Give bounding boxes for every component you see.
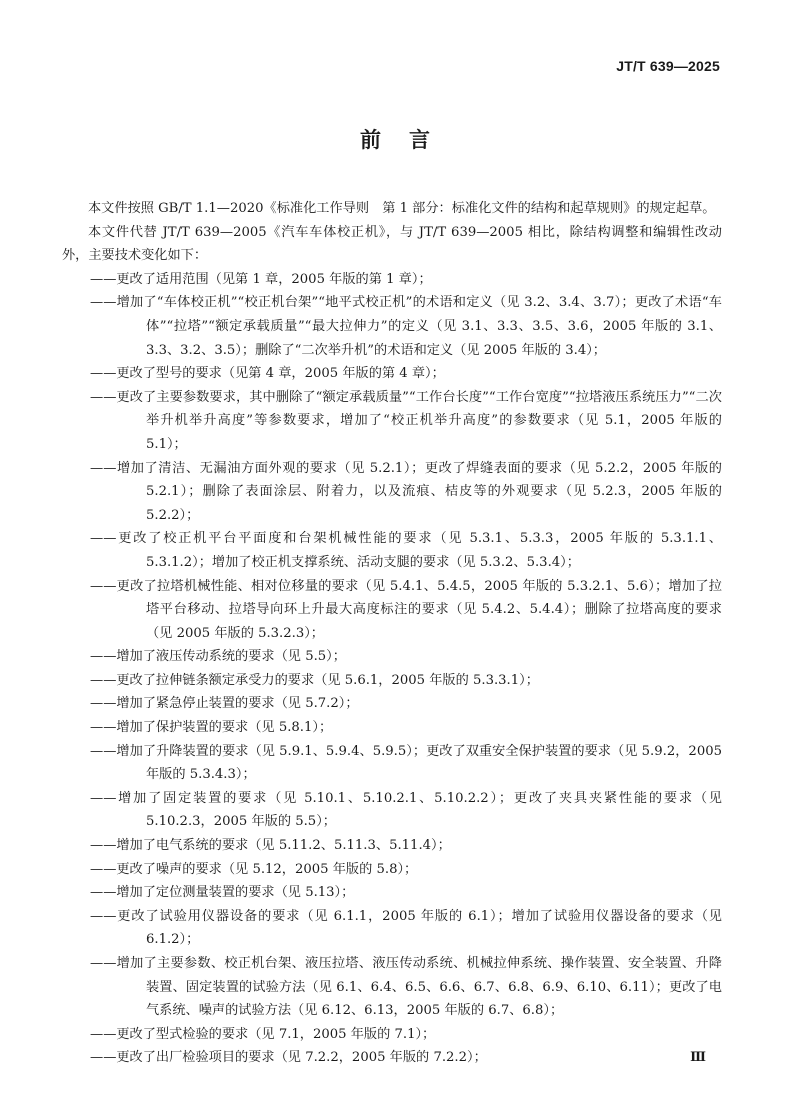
list-item: ——增加了定位测量装置的要求（见 5.13）；: [90, 885, 355, 901]
list-item: ——更改了噪声的要求（见 5.12，2005 年版的 5.8）；: [90, 861, 418, 877]
list-item: ——更改了型式检验的要求（见 7.1，2005 年版的 7.1）；: [90, 1026, 436, 1042]
page-number: Ⅲ: [690, 1050, 706, 1065]
list-item: ——增加了“车体校正机”“校正机台架”“地平式校正机”的术语和定义（见 3.2、3.4、3.7）；更改了术语“车体”“拉塔”“额定承载质量”“最大拉伸力”的定义（见 3.1、3.3、3.5、3.6，2005 年版的 3.1、3.3、3.2、3.5）；删除了“二次举升机”的术语和定义（见 2005 年版的 3.4）；: [90, 295, 722, 358]
standard-code: JT/T 639—2025: [616, 58, 720, 74]
page-title: 前言: [360, 128, 458, 152]
document-body: [62, 197, 722, 1070]
list-item: ——更改了适用范围（见第 1 章，2005 年版的第 1 章）；: [90, 271, 432, 287]
list-item: ——更改了出厂检验项目的要求（见 7.2.2，2005 年版的 7.2.2）；: [90, 1050, 487, 1066]
list-item: ——更改了拉塔机械性能、相对位移量的要求（见 5.4.1、5.4.5，2005 年版的 5.3.2.1、5.6）；增加了拉塔平台移动、拉塔导向环上升最大高度标注的要求（见 5.4.2、5.4.4）；删除了拉塔高度的要求（见 2005 年版的 5.3.2.3）；: [90, 578, 722, 641]
list-item: ——增加了固定装置的要求（见 5.10.1、5.10.2.1、5.10.2.2）；更改了夹具夹紧性能的要求（见 5.10.2.3，2005 年版的 5.5）；: [90, 790, 722, 830]
list-item: ——增加了升降装置的要求（见 5.9.1、5.9.4、5.9.5）；更改了双重安全保护装置的要求（见 5.9.2，2005 年版的 5.3.4.3）；: [90, 743, 722, 783]
paragraph-replacement: 本文件代替 JT/T 639—2005《汽车车体校正机》，与 JT/T 639—2005 相比，除结构调整和编辑性改动外，主要技术变化如下：: [62, 224, 722, 264]
list-item: ——增加了电气系统的要求（见 5.11.2、5.11.3、5.11.4）；: [90, 838, 451, 854]
list-item: ——增加了液压传动系统的要求（见 5.5）；: [90, 649, 346, 665]
list-item: ——增加了紧急停止装置的要求（见 5.7.2）；: [90, 696, 359, 712]
list-item: ——更改了主要参数要求，其中删除了“额定承载质量”“工作台长度”“工作台宽度”“拉塔液压系统压力”“二次举升机举升高度”等参数要求，增加了“校正机举升高度”的参数要求（见 5.1，2005 年版的 5.1）；: [90, 389, 722, 452]
list-item: ——增加了保护装置的要求（见 5.8.1）；: [90, 720, 333, 736]
list-item: ——更改了拉伸链条额定承受力的要求（见 5.6.1，2005 年版的 5.3.3.1）；: [90, 672, 539, 688]
list-item: ——更改了型号的要求（见第 4 章，2005 年版的第 4 章）；: [90, 366, 445, 382]
list-item: ——增加了清洁、无漏油方面外观的要求（见 5.2.1）；更改了焊缝表面的要求（见 5.2.2，2005 年版的 5.2.1）；删除了表面涂层、附着力，以及流痕、桔皮等的外观要求（见 5.2.3，2005 年版的 5.2.2）；: [90, 460, 722, 523]
list-item: ——更改了校正机平台平面度和台架机械性能的要求（见 5.3.1、5.3.3，2005 年版的 5.3.1.1、5.3.1.2）；增加了校正机支撑系统、活动支腿的要求（见 5.3.2、5.3.4）；: [90, 531, 722, 570]
list-item: ——增加了主要参数、校正机台架、液压拉塔、液压传动系统、机械拉伸系统、操作装置、安全装置、升降装置、固定装置的试验方法（见 6.1、6.4、6.5、6.6、6.7、6.8、6.9、6.10、6.11）；更改了电气系统、噪声的试验方法（见 6.12、6.13，2005 年版的 6.7、6.8）；: [90, 956, 722, 1019]
list-item: ——更改了试验用仪器设备的要求（见 6.1.1，2005 年版的 6.1）；增加了试验用仪器设备的要求（见 6.1.2）；: [90, 908, 722, 948]
paragraph-drafting-rules: 本文件按照 GB/T 1.1—2020《标准化工作导则 第 1 部分：标准化文件的结构和起草规则》的规定起草。: [88, 201, 716, 216]
